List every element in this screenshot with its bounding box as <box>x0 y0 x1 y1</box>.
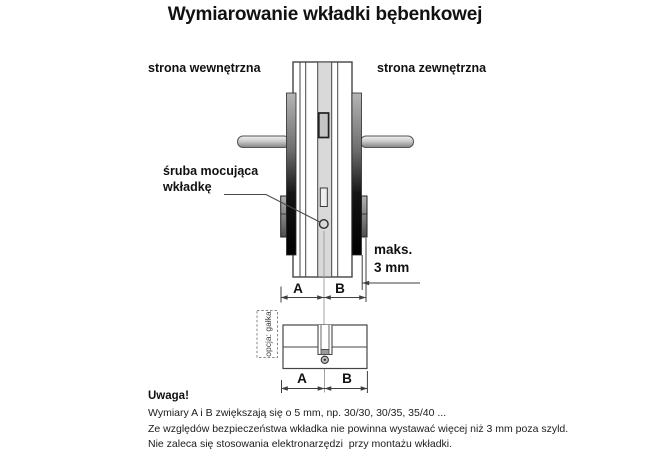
knob-option-label: opcja: gałka <box>262 311 273 357</box>
escutcheon-right <box>352 93 362 255</box>
dimension-a-main: A <box>293 281 303 296</box>
cam-notch <box>318 325 332 355</box>
handle-rod-left <box>238 136 290 148</box>
handle-rod-right <box>361 136 414 148</box>
escutcheon-left <box>287 93 297 255</box>
cylinder-channel <box>318 62 332 277</box>
note-line: Wymiary A i B zwiększają się o 5 mm, np. 30/30, 30/35, 35/40 ... <box>148 407 447 419</box>
screw-channel <box>320 188 327 207</box>
fixing-screw-label-line2: wkładkę <box>163 179 212 194</box>
max-protrusion-line1: maks. <box>374 242 413 257</box>
door-cross-section <box>293 62 352 277</box>
fixing-screw-label <box>163 164 258 195</box>
cylinder-end-right <box>362 196 368 237</box>
note-line: Ze względów bezpieczeństwa wkładka nie powinna wystawać więcej niż 3 mm poza szyld. <box>148 422 569 435</box>
max-protrusion-label <box>374 241 412 277</box>
euro-cylinder-view <box>283 325 367 369</box>
label-inner-side: strona wewnętrzna <box>148 61 261 75</box>
fixing-screw-label-line1: śruba mocująca <box>163 164 259 178</box>
dimension-b-main: B <box>335 281 345 296</box>
label-outer-side: strona zewnętrzna <box>377 61 487 75</box>
spindle-section <box>319 113 329 138</box>
max-protrusion-line2: 3 mm <box>374 260 410 275</box>
notes-heading: Uwaga! <box>148 390 189 402</box>
notes-block <box>148 390 608 450</box>
page-title: Wymiarowanie wkładki bębenkowej <box>167 4 483 25</box>
dimension-a-small: A <box>297 370 307 386</box>
fixing-screw <box>320 220 329 229</box>
note-line: Nie zaleca się stosowania elektronarzędzi przy montażu wkładki. <box>148 438 453 450</box>
dimension-b-small: B <box>342 370 352 386</box>
